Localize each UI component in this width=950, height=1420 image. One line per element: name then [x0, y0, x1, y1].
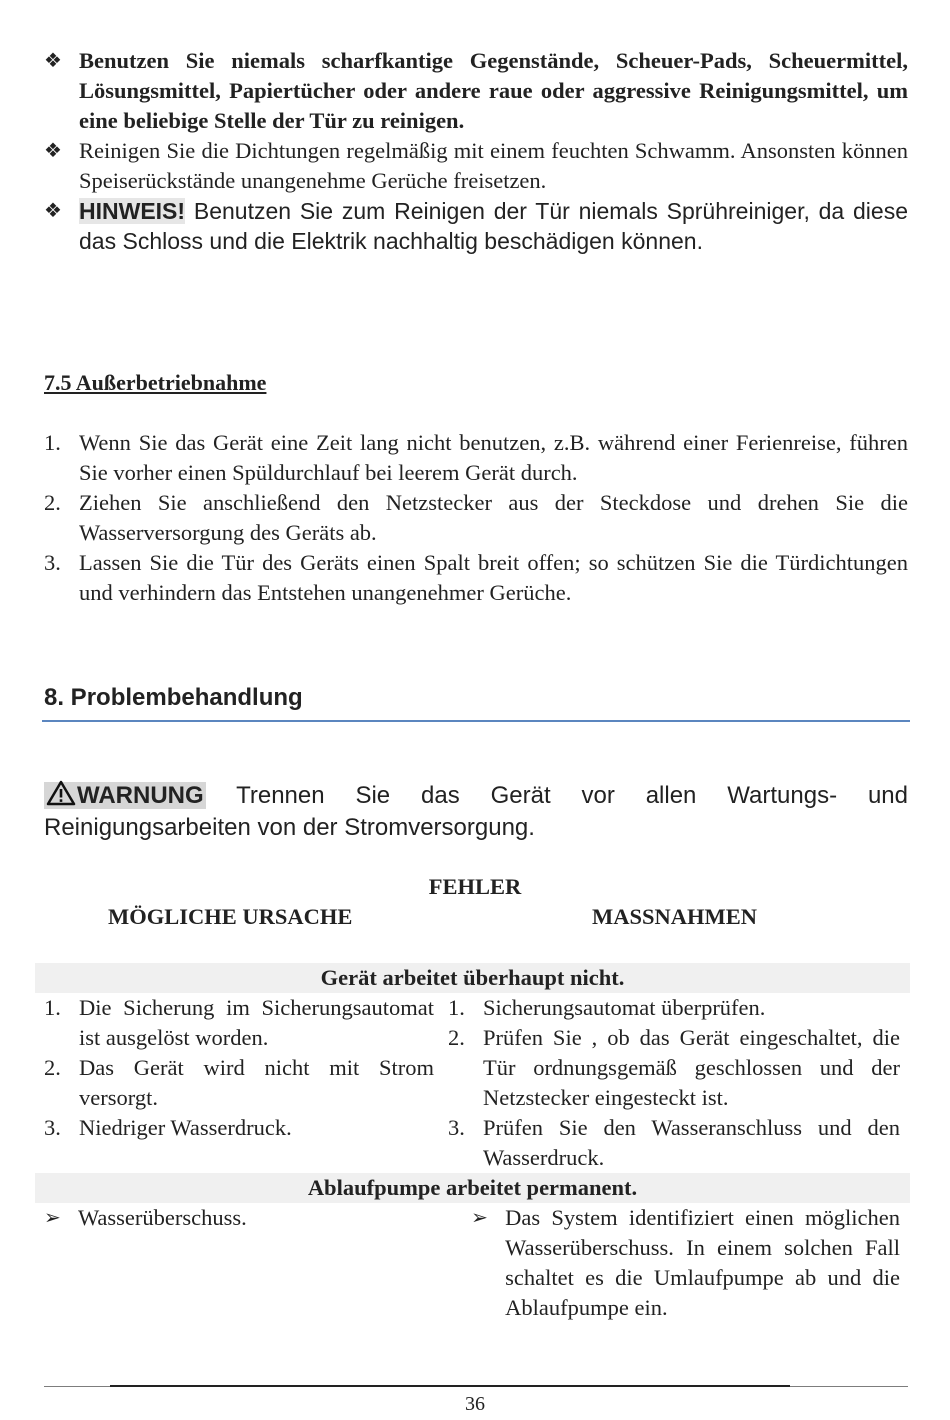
diamond-bullet-icon: ❖	[44, 200, 62, 222]
warning-paragraph	[44, 780, 908, 844]
list-number: 1.	[44, 995, 61, 1020]
warning-text: Trennen Sie das Gerät vor allen Wartungs- und Reinigungsarbeiten von der Stromversorgung.	[44, 782, 908, 841]
list-number: 3.	[44, 550, 61, 575]
bullet-text: Reinigen Sie die Dichtungen regelmäßig mit einem feuchten Schwamm. Ansonsten können Speiserückstände unangenehme Gerüche freisetzen.	[79, 138, 908, 193]
list-text: Sicherungsautomat überprüfen.	[483, 995, 766, 1020]
list-item	[44, 993, 434, 1053]
list-item	[448, 993, 900, 1023]
bullet-item	[44, 136, 908, 196]
list-item	[44, 488, 908, 548]
section-heading-7-5: 7.5 Außerbetriebnahme	[44, 370, 267, 395]
arrow-bullet-icon: ➢	[471, 1207, 488, 1229]
warning-triangle-icon	[46, 780, 76, 806]
cause-cell	[35, 1203, 431, 1323]
list-item	[44, 1053, 434, 1113]
column-header-massnahmen: MASSNAHMEN	[592, 904, 758, 929]
list-text: Prüfen Sie , ob das Gerät eingeschaltet, die Tür ordnungsgemäß geschlossen und der Netzstecker eingesteckt ist.	[483, 1025, 900, 1110]
list-text: Die Sicherung im Sicherungsautomat ist ausgelöst worden.	[79, 995, 434, 1050]
table-row	[35, 993, 910, 1173]
warning-label: WARNUNG	[77, 782, 204, 809]
list-number: 1.	[448, 995, 465, 1020]
hinweis-label: HINWEIS!	[79, 198, 186, 224]
list-number: 2.	[448, 1025, 465, 1050]
diamond-bullet-icon: ❖	[44, 140, 62, 162]
list-text: Niedriger Wasserdruck.	[79, 1115, 292, 1140]
list-text: Lassen Sie die Tür des Geräts einen Spalt breit offen; so schützen Sie die Türdichtungen und verhindern das Entstehen unangenehmer Gerüche.	[79, 550, 908, 605]
list-text: Das System identifiziert einen möglichen Wasserüberschuss. In einem solchen Fall schaltet es die Umlaufpumpe ab und die Ablaufpumpe ein.	[505, 1205, 900, 1320]
cause-cell	[35, 993, 434, 1173]
cleaning-bullet-list	[44, 46, 908, 256]
list-item	[448, 1023, 900, 1113]
list-item	[448, 1113, 900, 1173]
list-number: 2.	[44, 490, 61, 515]
list-text: Wasserüberschuss.	[78, 1205, 247, 1230]
troubleshooting-table	[35, 963, 910, 1323]
diamond-bullet-icon: ❖	[44, 50, 62, 72]
table-row	[35, 1203, 910, 1323]
list-item	[44, 548, 908, 608]
list-number: 3.	[44, 1115, 61, 1140]
column-header-ursache: MÖGLICHE URSACHE	[108, 904, 353, 929]
heading-underline-divider	[42, 720, 910, 722]
list-number: 2.	[44, 1055, 61, 1080]
arrow-bullet-icon: ➢	[44, 1207, 61, 1229]
table-group-title: Gerät arbeitet überhaupt nicht.	[35, 963, 910, 993]
warning-badge	[44, 782, 206, 809]
column-header-fehler: FEHLER	[428, 874, 522, 899]
list-item	[44, 428, 908, 488]
footer-divider-accent	[110, 1385, 790, 1387]
list-item	[44, 1203, 431, 1233]
list-text: Ziehen Sie anschließend den Netzstecker aus der Steckdose und drehen Sie die Wasserversorgung des Geräts ab.	[79, 490, 908, 545]
list-item	[471, 1203, 900, 1323]
list-number: 1.	[44, 430, 61, 455]
decommission-steps-list	[44, 428, 908, 608]
bullet-item	[44, 46, 908, 136]
list-text: Das Gerät wird nicht mit Strom versorgt.	[79, 1055, 434, 1110]
section-heading-8: 8. Problembehandlung	[44, 684, 303, 711]
list-text: Prüfen Sie den Wasseranschluss und den Wasserdruck.	[483, 1115, 900, 1170]
bullet-text: Benutzen Sie niemals scharfkantige Gegenstände, Scheuer-Pads, Scheuermittel, Lösungsmittel, Papiertücher oder andere raue oder aggressive Reinigungsmittel, um eine beliebige Stelle der Tür zu reinigen.	[79, 48, 908, 133]
action-cell	[434, 993, 910, 1173]
list-number: 3.	[448, 1115, 465, 1140]
table-group-title: Ablaufpumpe arbeitet permanent.	[35, 1173, 910, 1203]
page-number: 36	[465, 1393, 485, 1415]
list-item	[44, 1113, 434, 1143]
bullet-item	[44, 196, 908, 256]
action-cell	[431, 1203, 910, 1323]
bullet-text: Benutzen Sie zum Reinigen der Tür niemals Sprühreiniger, da diese das Schloss und die Elektrik nachhaltig beschädigen können.	[79, 198, 908, 254]
list-text: Wenn Sie das Gerät eine Zeit lang nicht benutzen, z.B. während einer Ferienreise, führen Sie vorher einen Spüldurchlauf bei leerem Gerät durch.	[79, 430, 908, 485]
